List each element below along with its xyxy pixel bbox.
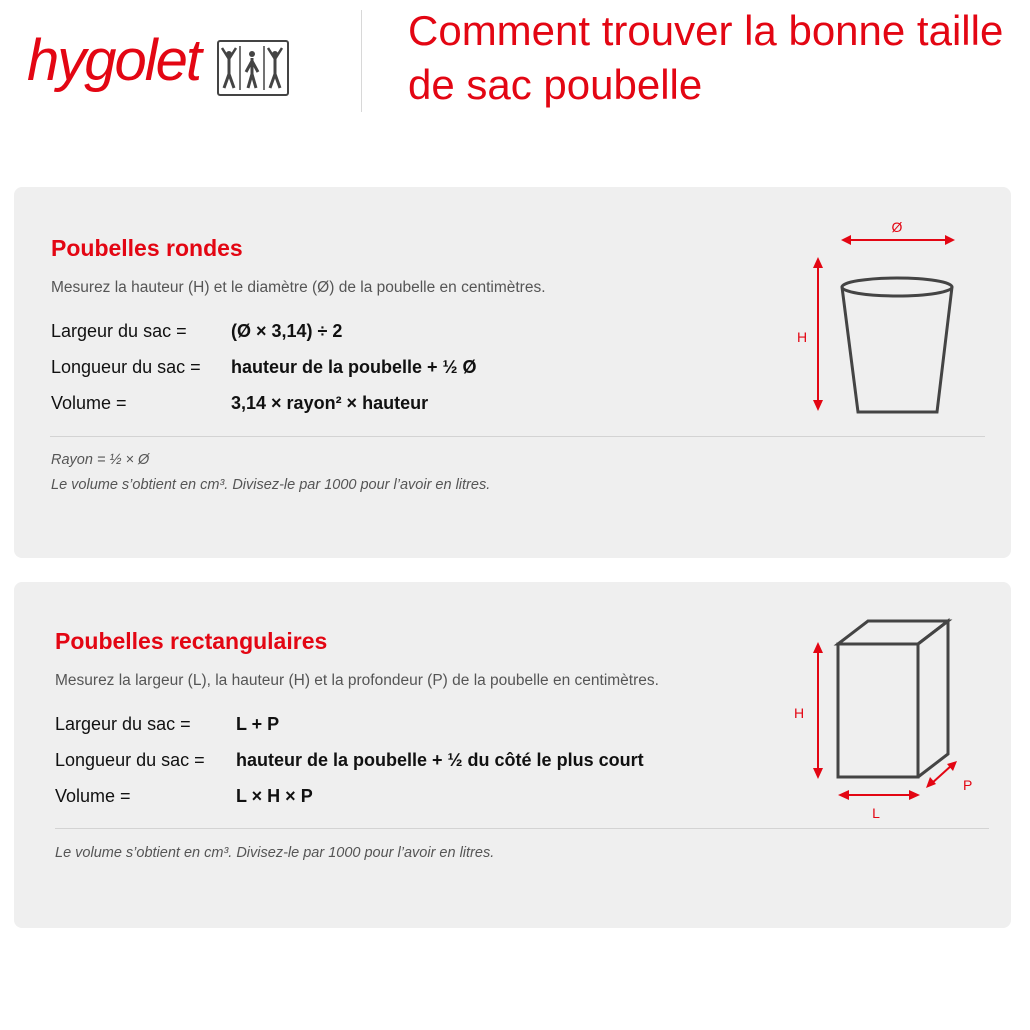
round-bins-description: Mesurez la hauteur (H) et le diamètre (Ø) de la poubelle en centimètres. [51,279,546,296]
box-side [918,621,948,777]
box-front [838,644,918,777]
volume-label: Volume = [55,786,131,806]
brand-logo-people-icon [217,40,289,96]
section-divider [50,436,985,437]
diameter-label: Ø [891,219,903,235]
bin-body [842,287,952,412]
bag-width-formula: (Ø × 3,14) ÷ 2 [231,321,343,341]
bag-width-label: Largeur du sac = [51,321,187,341]
volume-note: Le volume s’obtient en cm³. Divisez-le par 1000 pour l’avoir en litres. [51,477,491,493]
rect-bins-description: Mesurez la largeur (L), la hauteur (H) et la profondeur (P) de la poubelle en centimètres. [55,672,659,689]
round-bins-title: Poubelles rondes [51,235,243,261]
volume-formula: 3,14 × rayon² × hauteur [231,393,429,413]
round-bin-diagram [789,212,989,422]
round-bins-panel [14,187,1011,558]
height-label: H [797,329,808,345]
bin-rim [842,278,952,296]
brand-logo-text: hygolet [27,28,201,93]
bag-length-formula: hauteur de la poubelle + ½ Ø [231,357,477,377]
volume-label: Volume = [51,393,127,413]
header-divider [361,10,362,112]
bag-width-formula: L + P [236,714,280,734]
depth-label: P [963,777,973,793]
bag-length-label: Longueur du sac = [55,750,205,770]
depth-arrow [931,765,952,784]
volume-note: Le volume s’obtient en cm³. Divisez-le par 1000 pour l’avoir en litres. [55,845,495,861]
rect-bins-panel [14,582,1011,928]
volume-formula: L × H × P [236,786,313,806]
rect-bins-title: Poubelles rectangulaires [55,628,328,654]
bag-length-label: Longueur du sac = [51,357,201,377]
page-title: Comment trouver la bonne taille de sac poubelle [408,7,1004,108]
bag-length-formula: hauteur de la poubelle + ½ du côté le plus court [236,750,644,770]
radius-note: Rayon = ½ × Ø [51,452,150,468]
section-divider [55,828,989,829]
people-icon [219,42,287,94]
bag-width-label: Largeur du sac = [55,714,191,734]
rect-bin-diagram [789,612,989,827]
height-label: H [794,705,805,721]
width-label: L [872,805,880,821]
